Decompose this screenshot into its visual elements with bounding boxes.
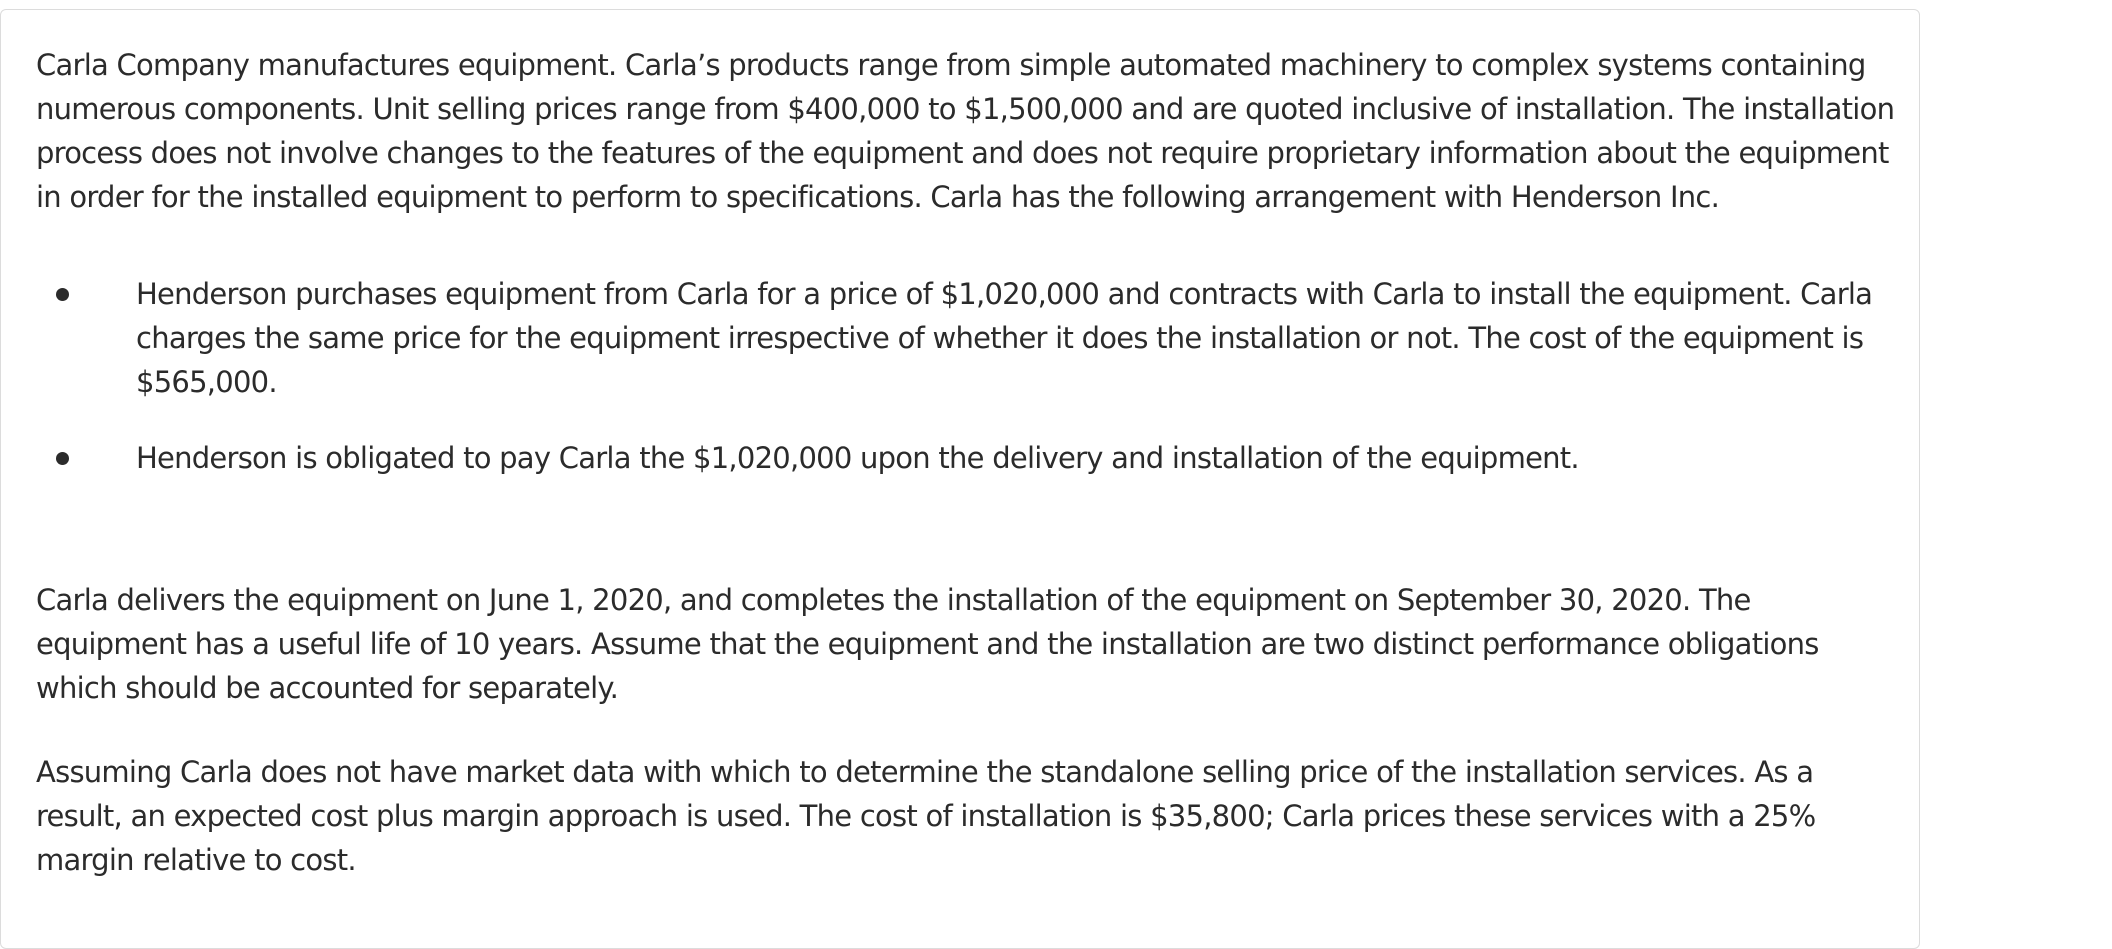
question-card	[0, 9, 1920, 949]
list-item	[36, 272, 1896, 404]
list-item	[36, 436, 1896, 480]
list-item-text: Henderson is obligated to pay Carla the $1,020,000 upon the delivery and installation of the equipment.	[136, 441, 1579, 475]
assumption-paragraph: Assuming Carla does not have market data with which to determine the standalone selling price of the installation services. As a result, an expected cost plus margin approach is used. The cost of installation is $35,800; Carla prices these services with a 25% margin relative to cost.	[36, 755, 1816, 877]
list-item-text: Henderson purchases equipment from Carla for a price of $1,020,000 and contracts with Carla to install the equipment. Carla charges the same price for the equipment irrespective of whether it does the installation or not. The cost of the equipment is $565,000.	[136, 277, 1873, 399]
delivery-paragraph: Carla delivers the equipment on June 1, 2020, and completes the installation of the equipment on September 30, 2020. The equipment has a useful life of 10 years. Assume that the equipment and the installation are two distinct performance obligations which should be accounted for separately.	[36, 583, 1819, 705]
intro-paragraph: Carla Company manufactures equipment. Carla’s products range from simple automated machinery to complex systems containing numerous components. Unit selling prices range from $400,000 to $1,500,000 and are quoted inclusive of installation. The installation process does not involve changes to the features of the equipment and does not require proprietary information about the equipment in order for the installed equipment to perform to specifications. Carla has the following arrangement with Henderson Inc.	[36, 48, 1895, 214]
bullet-icon	[56, 452, 69, 465]
bullet-icon	[56, 288, 69, 301]
arrangement-list	[36, 272, 1896, 480]
question-text	[36, 43, 1896, 882]
